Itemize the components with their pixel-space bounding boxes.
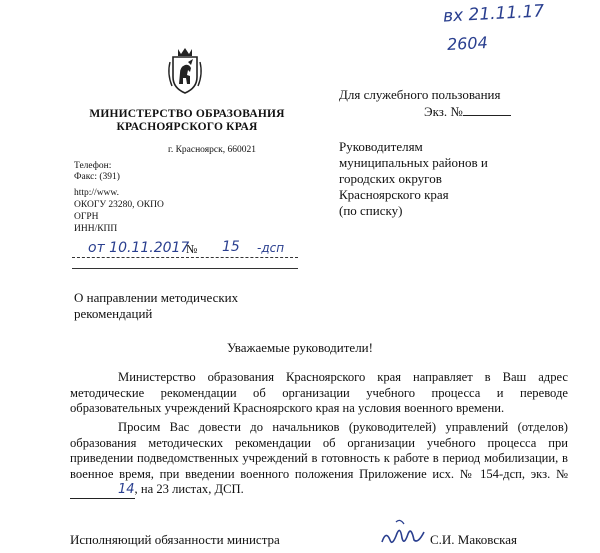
signatory-name: С.И. Маковская (430, 532, 517, 547)
copy-number-blank (463, 104, 511, 116)
outgoing-line-top (72, 257, 298, 258)
website-label: http://www. (74, 188, 120, 198)
ministry-name-line2: КРАСНОЯРСКОГО КРАЯ (116, 121, 258, 133)
copy-number-text: Экз. № (424, 104, 463, 119)
incoming-number-handwritten: 2604 (446, 32, 489, 55)
addressee-line: (по списку) (339, 203, 403, 218)
addressee-line: Руководителям (339, 139, 423, 154)
addressee-block (339, 139, 488, 219)
paragraph-2-text: Просим Вас довести до начальников (руководителей) управлений (отделов) образования методических рекомендации об организации учебного процесса при приведении подведомственных учреждений в готовность к работе в период мобилизации, в военное время, при введении военного положения Приложение исх. № 154-дсп, экз. № (70, 420, 568, 481)
subject-line1: О направлении методических (74, 290, 239, 305)
appendix-copy-number (70, 482, 135, 499)
signatory-position: Исполняющий обязанности министра (70, 532, 280, 547)
paragraph-2 (70, 420, 568, 499)
coat-of-arms-icon (166, 46, 204, 96)
ministry-city: г. Красноярск, 660021 (168, 145, 256, 155)
signature-image (378, 516, 426, 548)
fax-label: Факс: (391) (74, 172, 120, 182)
appendix-copy-number-handwritten: 14 (118, 482, 135, 498)
phone-label: Телефон: (74, 161, 112, 171)
addressee-line: Красноярского края (339, 187, 449, 202)
restricted-use-label: Для служебного пользования (339, 87, 501, 102)
outgoing-number-handwritten: 15 (222, 239, 240, 255)
addressee-line: городских округов (339, 171, 442, 186)
ogrn-label: ОГРН (74, 212, 99, 222)
subject-line2: рекомендаций (74, 306, 153, 321)
outgoing-number-sign: № (186, 242, 198, 256)
paragraph-1: Министерство образования Красноярского края направляет в Ваш адрес методические рекомендации об организации учебного процесса и переводе образовательных учреждений Красноярского края на условия военного времени. (70, 370, 568, 416)
addressee-line: муниципальных районов и (339, 155, 488, 170)
outgoing-line-bottom (72, 268, 298, 269)
outgoing-suffix-handwritten: -дсп (257, 241, 285, 255)
copy-number-label (424, 104, 511, 120)
paragraph-2-end: , на 23 листах, ДСП. (134, 482, 244, 497)
okogu-label: ОКОГУ 23280, ОКПО (74, 200, 164, 210)
ministry-name-line1: МИНИСТЕРСТВО ОБРАЗОВАНИЯ (89, 108, 285, 120)
incoming-date-handwritten: вх 21.11.17 (442, 1, 545, 27)
inn-label: ИНН/КПП (74, 224, 118, 234)
greeting: Уважаемые руководители! (227, 340, 373, 355)
outgoing-date-handwritten: от 10.11.2017 (88, 240, 190, 256)
